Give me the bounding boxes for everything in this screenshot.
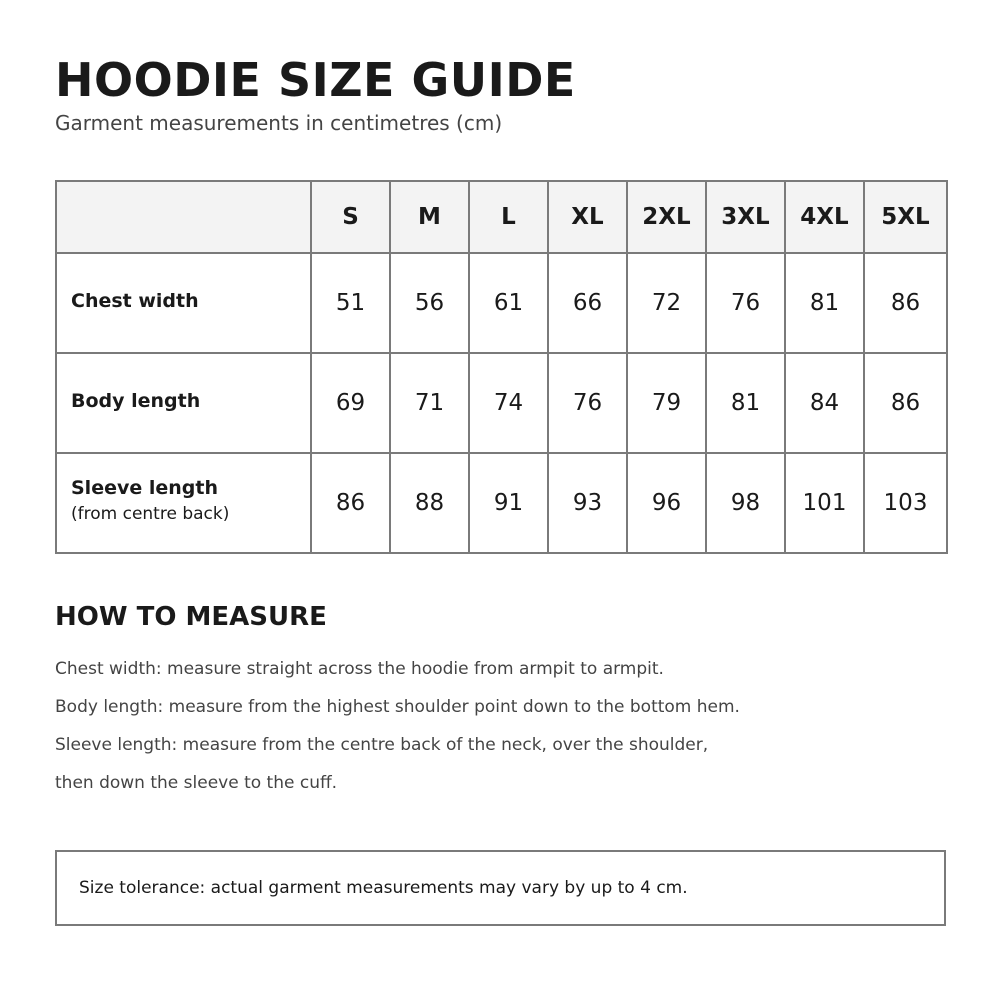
how-to-measure-heading: HOW TO MEASURE	[55, 602, 327, 632]
table-cell: 88	[390, 453, 469, 553]
size-header-4xl: 4XL	[785, 181, 864, 253]
table-cell: 79	[627, 353, 706, 453]
measure-instruction: Sleeve length: measure from the centre back of the neck, over the shoulder,	[55, 735, 709, 755]
table-cell: 86	[864, 353, 947, 453]
measure-instruction: Body length: measure from the highest shoulder point down to the bottom hem.	[55, 697, 740, 717]
table-cell: 96	[627, 453, 706, 553]
page-subtitle: Garment measurements in centimetres (cm)	[55, 111, 503, 135]
table-cell: 91	[469, 453, 548, 553]
table-cell: 76	[548, 353, 627, 453]
tolerance-note: Size tolerance: actual garment measurements may vary by up to 4 cm.	[79, 878, 688, 898]
table-cell: 98	[706, 453, 785, 553]
row-label-note: (from centre back)	[71, 504, 230, 524]
row-label: Sleeve length	[71, 477, 218, 499]
table-cell: 101	[785, 453, 864, 553]
table-cell: 103	[864, 453, 947, 553]
row-label-cell	[56, 353, 311, 453]
header-corner-cell	[56, 181, 311, 253]
size-header-3xl: 3XL	[706, 181, 785, 253]
page-title: HOODIE SIZE GUIDE	[55, 53, 576, 107]
size-header-l: L	[469, 181, 548, 253]
size-header-2xl: 2XL	[627, 181, 706, 253]
row-label-cell	[56, 453, 311, 553]
size-header-xl: XL	[548, 181, 627, 253]
table-cell: 51	[311, 253, 390, 353]
table-cell: 74	[469, 353, 548, 453]
row-label: Body length	[71, 390, 201, 412]
table-cell: 81	[785, 253, 864, 353]
row-label: Chest width	[71, 290, 199, 312]
row-label-cell	[56, 253, 311, 353]
table-row-sleeve-length	[56, 453, 947, 553]
table-cell: 86	[311, 453, 390, 553]
table-cell: 84	[785, 353, 864, 453]
size-header-s: S	[311, 181, 390, 253]
how-to-measure-list	[55, 650, 740, 802]
table-cell: 81	[706, 353, 785, 453]
table-cell: 56	[390, 253, 469, 353]
table-cell: 69	[311, 353, 390, 453]
table-cell: 71	[390, 353, 469, 453]
table-cell: 86	[864, 253, 947, 353]
table-header-row	[56, 181, 947, 253]
size-table	[55, 180, 948, 554]
table-row-body-length	[56, 353, 947, 453]
table-cell: 72	[627, 253, 706, 353]
tolerance-note-box	[55, 850, 946, 926]
table-row-chest-width	[56, 253, 947, 353]
table-cell: 76	[706, 253, 785, 353]
measure-instruction: Chest width: measure straight across the hoodie from armpit to armpit.	[55, 659, 664, 679]
size-header-5xl: 5XL	[864, 181, 947, 253]
table-cell: 61	[469, 253, 548, 353]
size-header-m: M	[390, 181, 469, 253]
table-cell: 66	[548, 253, 627, 353]
measure-instruction: then down the sleeve to the cuff.	[55, 773, 338, 793]
table-cell: 93	[548, 453, 627, 553]
